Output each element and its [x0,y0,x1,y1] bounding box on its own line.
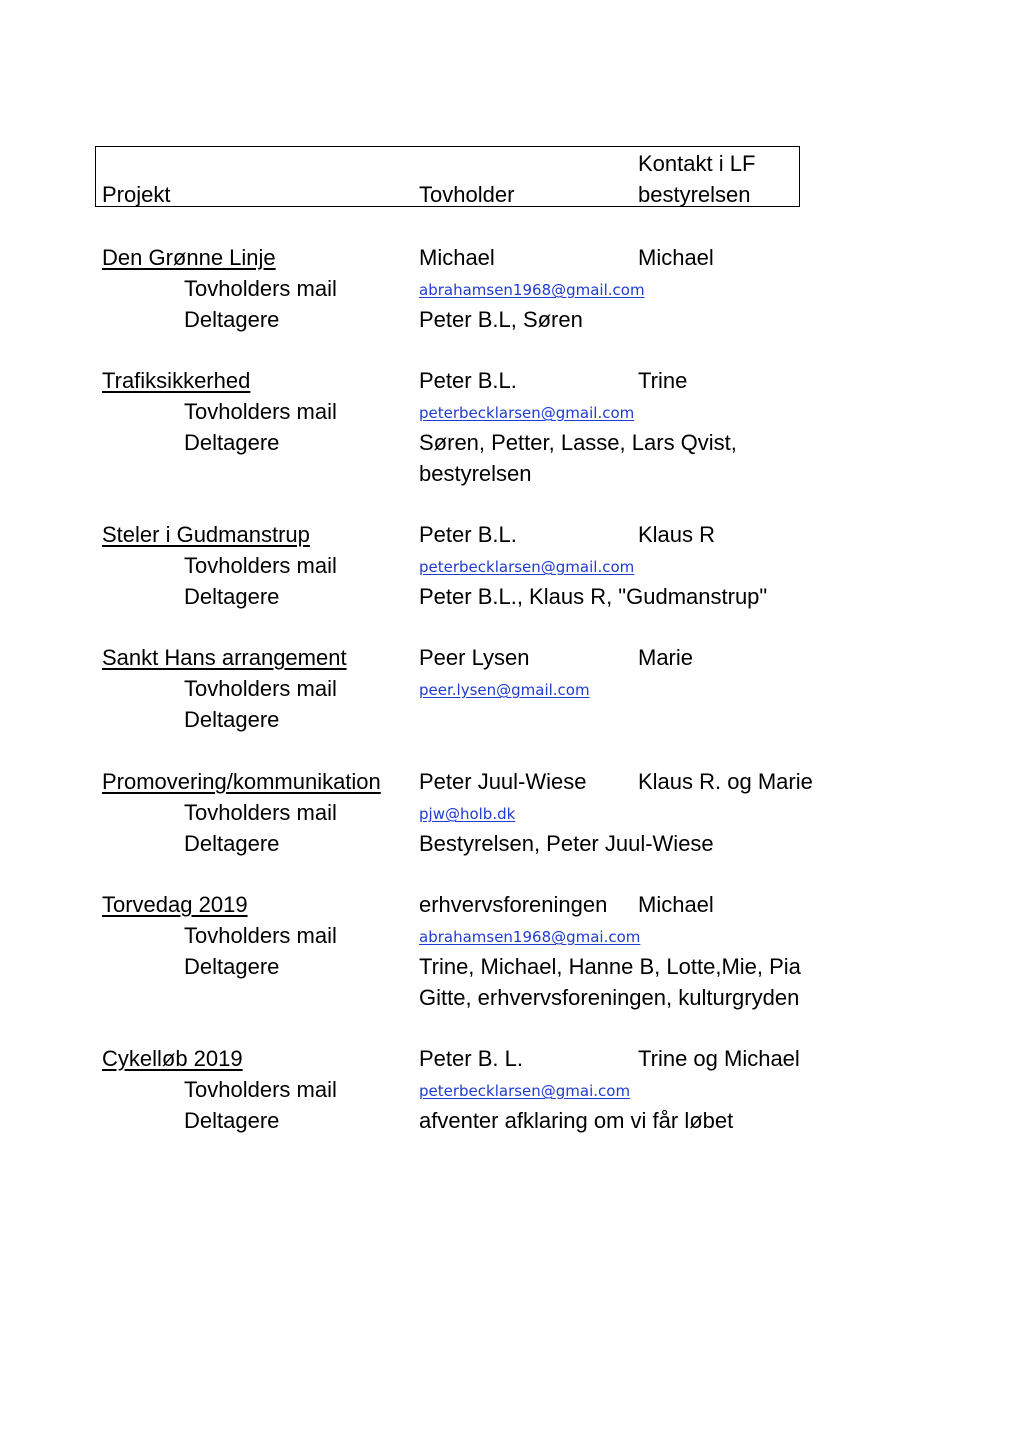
mail-link[interactable]: peterbecklarsen@gmail.com [419,404,635,422]
project-tovholder: Peer Lysen [419,645,530,670]
project-tovholder: Peter Juul-Wiese [419,769,587,794]
deltagere-label: Deltagere [184,831,280,856]
project-tovholder: Peter B.L. [419,522,517,547]
project-name: Torvedag 2019 [102,892,248,917]
deltagere-value: Trine, Michael, Hanne B, Lotte,Mie, Pia [419,954,801,979]
mail-link[interactable]: peer.lysen@gmail.com [419,681,590,699]
project-name: Promovering/kommunikation [102,769,381,794]
mail-link[interactable]: abrahamsen1968@gmail.com [419,281,645,299]
project-kontakt: Michael [638,245,714,270]
deltagere-value: Gitte, erhvervsforeningen, kulturgryden [419,985,800,1010]
project-name: Trafiksikkerhed [102,368,251,393]
project-name: Sankt Hans arrangement [102,645,347,670]
mail-label: Tovholders mail [184,1077,337,1102]
project-kontakt: Trine og Michael [638,1046,800,1071]
deltagere-value: Peter B.L., Klaus R, "Gudmanstrup" [419,584,768,609]
project-tovholder: Peter B.L. [419,368,517,393]
project-tovholder: Michael [419,245,495,270]
deltagere-label: Deltagere [184,584,280,609]
deltagere-value: Peter B.L, Søren [419,307,583,332]
mail-label: Tovholders mail [184,800,337,825]
mail-label: Tovholders mail [184,923,337,948]
project-tovholder: Peter B. L. [419,1046,523,1071]
project-kontakt: Trine [638,368,688,393]
deltagere-value: bestyrelsen [419,461,532,486]
mail-link[interactable]: abrahamsen1968@gmai.com [419,928,641,946]
project-kontakt: Marie [638,645,694,670]
mail-label: Tovholders mail [184,399,337,424]
project-kontakt: Klaus R. og Marie [638,769,813,794]
deltagere-label: Deltagere [184,954,280,979]
deltagere-label: Deltagere [184,430,280,455]
header-tovholder: Tovholder [419,182,515,207]
header-projekt: Projekt [102,182,171,207]
deltagere-label: Deltagere [184,1108,280,1133]
project-name: Cykelløb 2019 [102,1046,243,1071]
deltagere-value: Søren, Petter, Lasse, Lars Qvist, [419,430,737,455]
mail-link[interactable]: peterbecklarsen@gmai.com [419,1082,631,1100]
mail-link[interactable]: pjw@holb.dk [419,805,516,823]
project-name: Den Grønne Linje [102,245,276,270]
deltagere-label: Deltagere [184,707,280,732]
header-kontakt-line1: Kontakt i LF [638,151,756,176]
deltagere-value: afventer afklaring om vi får løbet [419,1108,734,1133]
project-name: Steler i Gudmanstrup [102,522,310,547]
header-kontakt-line2: bestyrelsen [638,182,751,207]
project-tovholder: erhvervsforeningen [419,892,608,917]
mail-link[interactable]: peterbecklarsen@gmail.com [419,558,635,576]
mail-label: Tovholders mail [184,676,337,701]
deltagere-value: Bestyrelsen, Peter Juul-Wiese [419,831,714,856]
deltagere-label: Deltagere [184,307,280,332]
project-kontakt: Michael [638,892,714,917]
mail-label: Tovholders mail [184,276,337,301]
project-kontakt: Klaus R [638,522,716,547]
mail-label: Tovholders mail [184,553,337,578]
